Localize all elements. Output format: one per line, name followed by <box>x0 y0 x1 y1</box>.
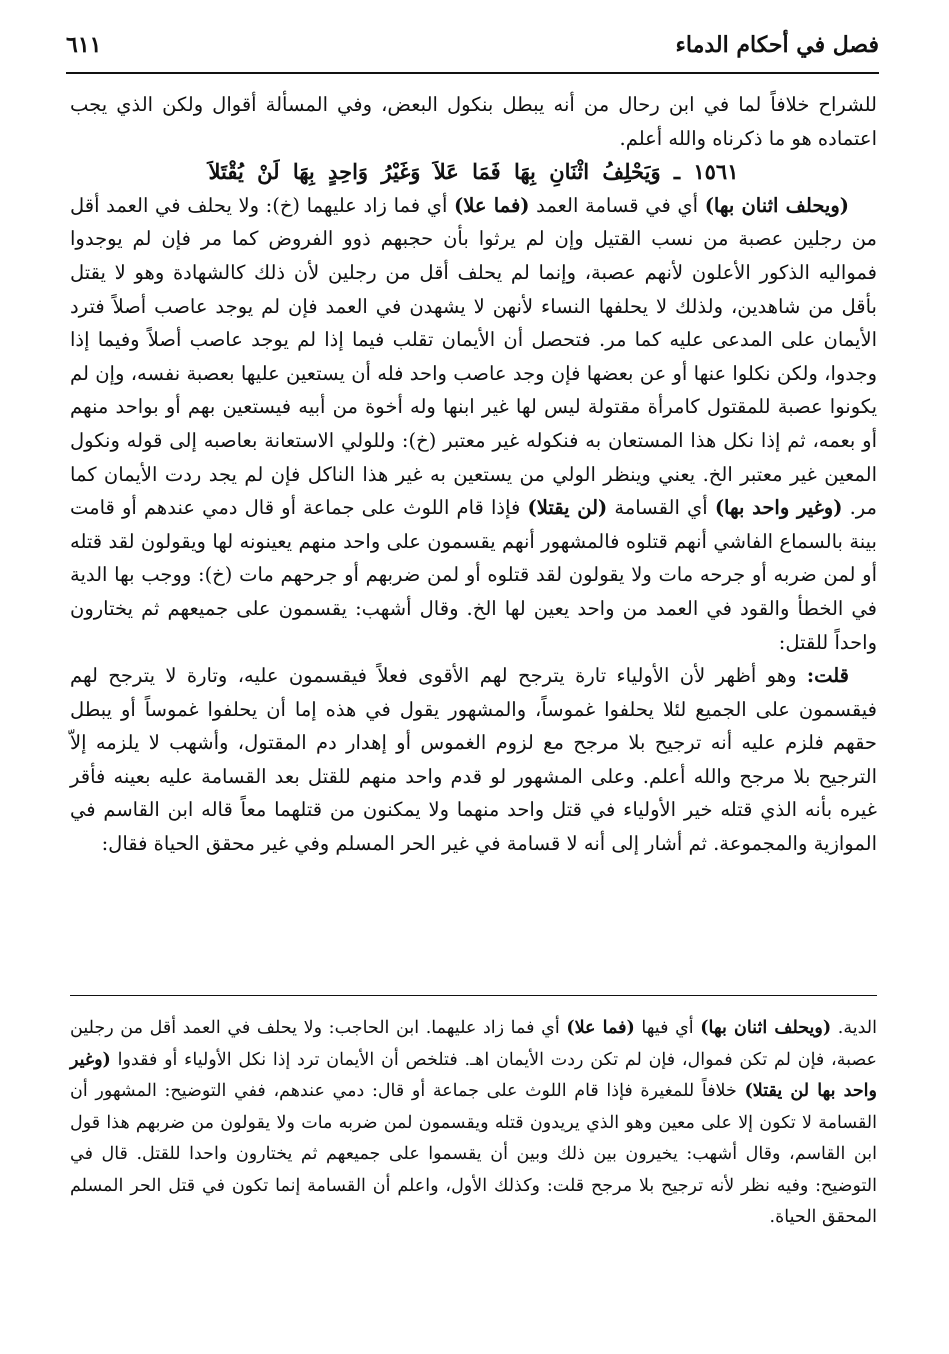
footnote-text: أي فما زاد عليهما. ابن الحاجب: ولا يحلف في العمد أقل من رجلين عصبة، فإن لم تكن فموال، فإن لم تكن ردت الأيمان اهـ. فتلخص أن الأيمان ترد إذا نكل الأولياء أو فقدوا <box>70 1018 877 1070</box>
paragraph-1: للشراح خلافاً لما في ابن رحال من أنه يبطل بنكول البعض، وفي المسألة أقوال ولكن الذي يجب اعتماده هو ما ذكرناه والله أعلم. <box>70 93 877 150</box>
verse-number: ١٥٦١ ـ <box>673 159 739 185</box>
footnote-rule <box>70 995 877 996</box>
page-number: ٦١١ <box>66 32 102 58</box>
commentary-text: أي القسامة <box>607 496 715 520</box>
quoted-verse-phrase: (لن يقتلا) <box>527 496 608 520</box>
verse-line <box>70 155 877 189</box>
commentary-text: أي في قسامة العمد <box>529 193 705 217</box>
page-header <box>66 28 879 64</box>
footnote-text: الدية. <box>831 1018 878 1038</box>
footnote-paragraph <box>70 1013 877 1234</box>
quoted-verse-phrase: (وغير واحد بها) <box>714 496 843 520</box>
verse-text: وَيَحْلِفُ اثْنَانِ بِهَا فَمَا عَلاَ وَغَيْرُ وَاحِدٍ بِهَا لَنْ يُقْتَلاَ <box>208 159 661 185</box>
footnote <box>70 1013 877 1234</box>
running-title: فصل في أحكام الدماء <box>675 32 879 58</box>
header-rule <box>66 72 879 74</box>
footnote-quote: (ويحلف اثنان بها) <box>700 1018 832 1038</box>
main-text <box>70 88 877 861</box>
qult-text: وهو أظهر لأن الأولياء تارة يترجح لهم الأقوى فعلاً فيقسمون عليه، وتارة لا يترجح لهم فيقسمون على الجميع لئلا يحلفوا غموساً، والمشهور يقول في هذه إما أن يحلفوا غموساً أو يبطل حقهم فلزم عليه أنه ترجيح بلا مرجح مع لزوم الغموس أو إهدار دم المقتول، وأشهب لا يلزمه إلاّ الترجيح بلا مرجح والله أعلم. وعلى المشهور لو قدم واحد منهم للقتل بعد القسامة عليه بعينه فأقر غيره بأنه الذي قتله خير الأولياء في قتل واحد منهما ولا يمكنون من قتلهما معاً قاله ابن القاسم في الموازية والمجموعة. ثم أشار إلى أنه لا قسامة في غير الحر المسلم وفي غير محقق الحياة فقال: <box>70 664 877 856</box>
commentary-paragraph <box>70 189 877 659</box>
quoted-verse-phrase: (ويحلف اثنان بها) <box>704 193 849 217</box>
footnote-quote: (وغير واحد بها لن يقتلا) <box>70 1049 877 1101</box>
commentary-text: أي فما زاد عليهما (خ): ولا يحلف في العمد أقل من رجلين عصبة من نسب القتيل وإن لم يرثوا بأن حجبهم ذوو الفروض كما مر فإن لم يوجدوا فمواليه الذكور الأعلون لأنهم عصبة، وإنما لم يحلف أقل من رجلين لأن ذلك كالشهادة وهو لا يقتل بأقل من شاهدين، ولذلك لا يحلفها النساء لأنهن لا يشهدن في العمد فإن لم يوجد عاصب أصلاً فترد الأيمان على المدعى عليه كما مر. فتحصل أن الأيمان تقلب فيما إذا لم يوجد عاصب أصلاً وفيما إذا وجدوا، ولكن نكلوا عنها أو عن بعضها فإن وجد عاصب واحد فله أن يستعين عليها بعصبة نفسه، وإن لم يكونوا عصبة للمقتول كامرأة مقتولة ليس لها غير ابنها وله أخوة من أبيه فيستعين بهم أو بواحد منهم أو بعمه، ثم إذا نكل هذا المستعان به فنكوله غير معتبر (خ): وللولي الاستعانة بعاصبه إلى قوله ونكول المعين غير معتبر الخ. يعني وينظر الولي من يستعين به غير هذا الناكل فإن لم يجد ردت الأيمان كما مر. <box>70 193 877 520</box>
footnote-text: أي فيها <box>634 1018 701 1038</box>
quoted-verse-phrase: (فما علا) <box>454 193 530 217</box>
qult-paragraph <box>70 659 877 861</box>
footnote-quote: (فما علا) <box>566 1018 635 1038</box>
qult-label: قلت: <box>806 664 849 688</box>
commentary-text: فإذا قام اللوث على جماعة أو قال دمي عندهم أو قامت بينة بالسماع الفاشي أنهم قتلوه فالمشهور أنهم يقسمون على واحد منهم يعينونه لها ويقولون لقد قتله أو لمن ضربه أو جرحه مات ولا يقولون لقد قتلوه أو لمن ضربهم أو جرحهم مات (خ): ووجب بها الدية في الخطأ والقود في العمد من واحد يعين لها الخ. وقال أشهب: يقسمون على جميعهم ثم يختارون واحداً للقتل: <box>70 496 877 654</box>
footnote-text: خلافاً للمغيرة فإذا قام اللوث على جماعة أو قال: دمي عندهم، ففي التوضيح: المشهور أن القسامة لا تكون إلا على معين وهو الذي يريدون قتله ويقسمون لمن ضربه مات ولا يقولون من ضربهم هذا قول ابن القاسم، وقال أشهب: يخيرون بين ذلك وبين أن يقسموا على جميعهم ثم يختارون واحدا للقتل. قال في التوضيح: وفيه نظر لأنه ترجيح بلا مرجح قلت: وكذلك الأول، واعلم أن القسامة إنما تكون في قتل الحر المسلم المحقق الحياة. <box>70 1081 877 1227</box>
